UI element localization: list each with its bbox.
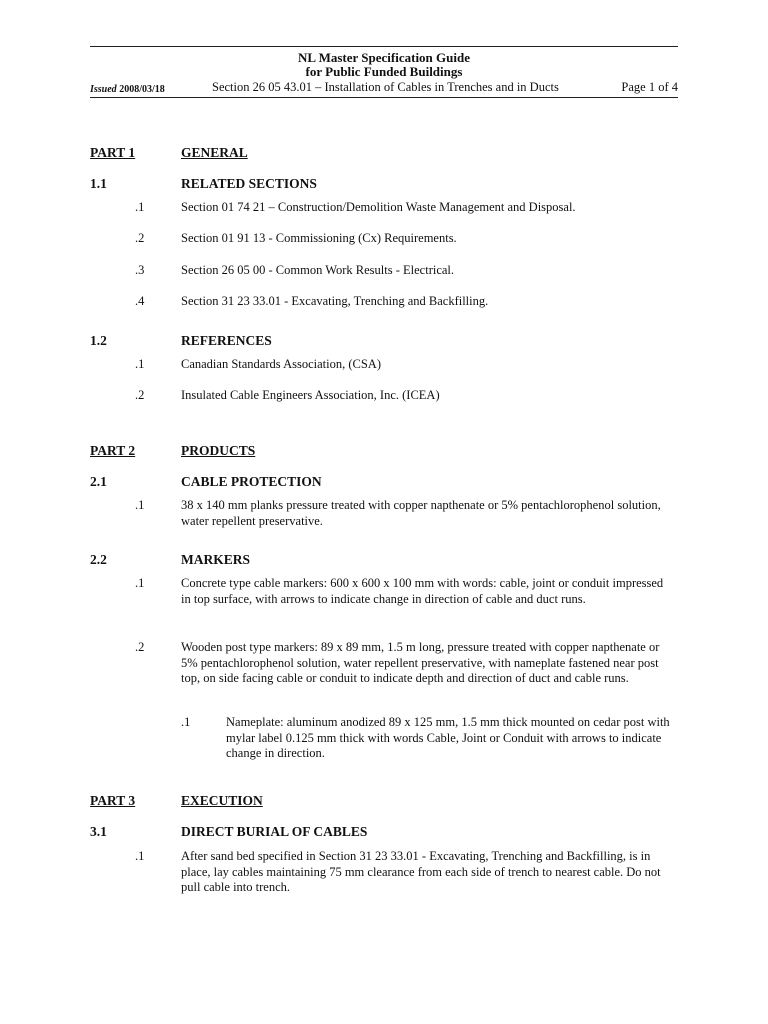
item-1-1-2-number: .2 (135, 231, 145, 245)
section-2-1-title: CABLE PROTECTION (181, 474, 322, 489)
header-title-line2: for Public Funded Buildings (305, 64, 463, 79)
part1-number: PART 1 (90, 145, 136, 160)
item-1-1-1-number: .1 (135, 200, 145, 214)
item-1-1-2-text: Section 01 91 13 - Commissioning (Cx) Requirements. (181, 231, 457, 245)
section-1-1-title: RELATED SECTIONS (181, 176, 317, 191)
item-1-2-1-text: Canadian Standards Association, (CSA) (181, 357, 381, 371)
item-2-2-2-text: Wooden post type markers: 89 x 89 mm, 1.5 m long, pressure treated with copper napthenate or 5% pentachlorophenol solution, water repellent preservative, with nameplate fastened near post top, on side facing cable or conduit to indicate depth and direction of duct and cable runs. (181, 640, 660, 685)
part2-title: PRODUCTS (181, 443, 256, 458)
section-3-1-number: 3.1 (90, 824, 107, 839)
item-2-1-1-number: .1 (135, 498, 145, 512)
part2-number: PART 2 (90, 443, 136, 458)
item-3-1-1-text: After sand bed specified in Section 31 23 33.01 - Excavating, Trenching and Backfilling, is in place, lay cables maintaining 75 mm clearance from each side of trench to nearest cable. Do not pull cable into trench. (181, 849, 661, 894)
item-1-2-1-number: .1 (135, 357, 145, 371)
item-1-1-1-text: Section 01 74 21 – Construction/Demolition Waste Management and Disposal. (181, 200, 576, 214)
section-2-2-number: 2.2 (90, 552, 107, 567)
header-issued (90, 82, 165, 98)
item-2-1-1-text: 38 x 140 mm planks pressure treated with copper napthenate or 5% pentachlorophenol solution, water repellent preservative. (181, 498, 661, 528)
part3-title: EXECUTION (181, 793, 263, 808)
section-3-1-title: DIRECT BURIAL OF CABLES (181, 824, 368, 839)
header-bottom-rule (90, 97, 678, 98)
item-1-2-2-text: Insulated Cable Engineers Association, Inc. (ICEA) (181, 388, 440, 402)
section-2-2-title: MARKERS (181, 552, 251, 567)
item-1-1-3-number: .3 (135, 263, 145, 277)
issued-date: 2008/03/18 (119, 84, 165, 95)
section-1-2-title: REFERENCES (181, 333, 272, 348)
issued-label: Issued (90, 84, 117, 95)
item-2-2-2-number: .2 (135, 640, 145, 654)
item-1-1-4-text: Section 31 23 33.01 - Excavating, Trenching and Backfilling. (181, 294, 489, 308)
item-1-2-2-number: .2 (135, 388, 145, 402)
section-2-1-number: 2.1 (90, 474, 107, 489)
header-page-number: Page 1 of 4 (621, 80, 678, 94)
subitem-2-2-2-1-text: Nameplate: aluminum anodized 89 x 125 mm, 1.5 mm thick mounted on cedar post with mylar label 0.125 mm thick with words Cable, Joint or Conduit with arrows to indicate change in direction. (226, 715, 670, 760)
item-3-1-1-number: .1 (135, 849, 145, 863)
header-section-title: Section 26 05 43.01 – Installation of Cables in Trenches and in Ducts (212, 80, 559, 94)
item-1-1-4-number: .4 (135, 294, 145, 308)
item-2-2-1-text: Concrete type cable markers: 600 x 600 x 100 mm with words: cable, joint or conduit impressed in top surface, with arrows to indicate change in direction of cable and duct runs. (181, 576, 664, 606)
header-top-rule (90, 46, 678, 47)
subitem-2-2-2-1-number: .1 (181, 715, 191, 729)
section-1-2-number: 1.2 (90, 333, 107, 348)
part1-title: GENERAL (181, 145, 248, 160)
header-title-line1: NL Master Specification Guide (297, 50, 470, 65)
item-1-1-3-text: Section 26 05 00 - Common Work Results - Electrical. (181, 263, 455, 277)
item-2-2-1-number: .1 (135, 576, 145, 590)
part3-number: PART 3 (90, 793, 136, 808)
section-1-1-number: 1.1 (90, 176, 107, 191)
